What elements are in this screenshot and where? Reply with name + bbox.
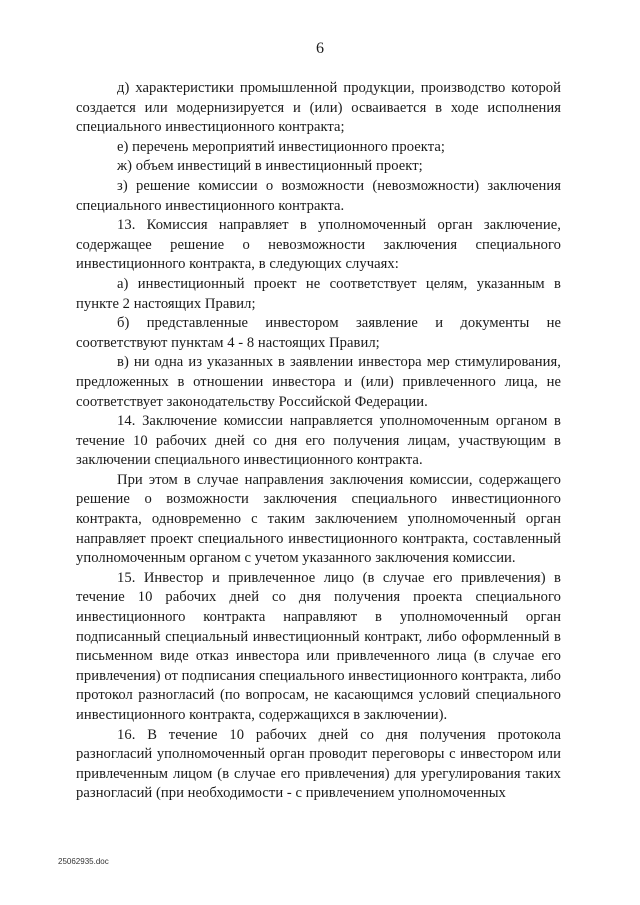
paragraph-13-v: в) ни одна из указанных в заявлении инвестора мер стимулирования, предложенных в отношении инвестора и (или) привлеченного лица, не соответствует законодательству Российской Федерации. — [76, 354, 561, 410]
paragraph-d: д) характеристики промышленной продукции, производство которой создается или модернизируется и (или) осваивается в ходе исполнения специального инвестиционного контракта; — [76, 80, 561, 136]
paragraph-13-b: б) представленные инвестором заявление и документы не соответствуют пунктам 4 - 8 настоящих Правил; — [76, 315, 561, 351]
paragraph-e: е) перечень мероприятий инвестиционного проекта; — [117, 138, 445, 155]
paragraph-zh: ж) объем инвестиций в инвестиционный проект; — [117, 158, 423, 175]
paragraph-15: 15. Инвестор и привлеченное лицо (в случае его привлечения) в течение 10 рабочих дней со дня получения проекта специального инвестиционного контракта направляют в уполномоченный орган подписанный специальный инвестиционный контракт, либо оформленный в письменном виде отказ инвестора или привлеченного лица (в случае его привлечения) от подписания специального инвестиционного контракта, либо протокол разногласий (по вопросам, не касающимся условий специального инвестиционного контракта, содержащихся в заключении). — [76, 569, 561, 723]
paragraph-14: 14. Заключение комиссии направляется уполномоченным органом в течение 10 рабочих дней со дня его получения лицам, участвующим в заключении специального инвестиционного контракта. — [76, 413, 561, 469]
document-body — [76, 79, 561, 804]
paragraph-13-a: а) инвестиционный проект не соответствует целям, указанным в пункте 2 настоящих Правил; — [76, 275, 561, 312]
paragraph-z: з) решение комиссии о возможности (невозможности) заключения специального инвестиционного контракта. — [76, 177, 561, 214]
file-name-footer: 25062935.doc — [58, 857, 109, 866]
paragraph-16: 16. В течение 10 рабочих дней со дня получения протокола разногласий уполномоченный орган проводит переговоры с инвестором или привлеченным лицом (в случае его привлечения) для урегулирования таких разногласий (при необходимости - с привлечением уполномоченных — [76, 726, 561, 802]
paragraph-14-cont: При этом в случае направления заключения комиссии, содержащего решение о возможности заключения специального инвестиционного контракта, одновременно с таким заключением уполномоченный орган направляет проект специального инвестиционного контракта, составленный уполномоченным органом с учетом указанного заключения комиссии. — [76, 471, 561, 567]
page-number: 6 — [316, 40, 324, 57]
paragraph-13: 13. Комиссия направляет в уполномоченный орган заключение, содержащее решение о невозможности заключения специального инвестиционного контракта, в следующих случаях: — [76, 217, 561, 273]
